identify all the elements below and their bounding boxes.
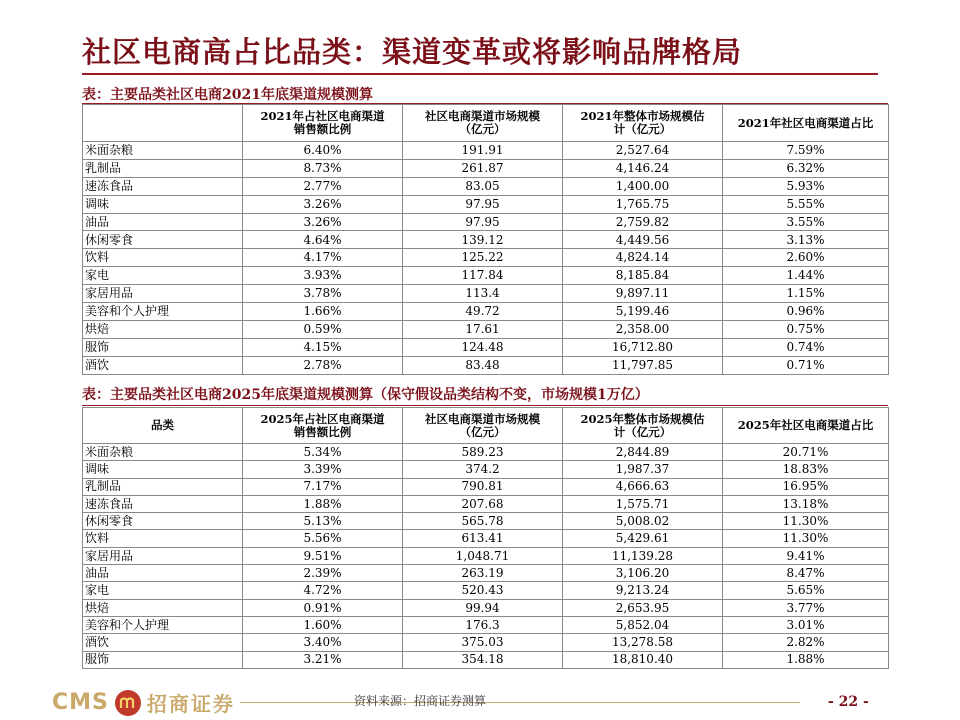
table1-header-line: 销售额比例 (293, 122, 352, 136)
table2-value-cell: 5.13% (243, 513, 403, 530)
table2-value-cell: 20.71% (723, 444, 889, 461)
table1-row (83, 213, 889, 231)
table1-category-cell: 米面杂粮 (83, 142, 243, 160)
table1-value-cell: 2.77% (243, 177, 403, 195)
table2-header-cell (563, 408, 723, 444)
table1-value-cell: 1,400.00 (563, 177, 723, 195)
table2-caption: 表：主要品类社区电商2025年底渠道规模测算（保守假设品类结构不变，市场规模1万亿） (82, 387, 649, 403)
table1-value-cell: 191.91 (403, 142, 563, 160)
table1 (82, 104, 889, 375)
table2-header-row (83, 408, 889, 444)
table2-value-cell: 18,810.40 (563, 651, 723, 668)
table1-value-cell: 125.22 (403, 249, 563, 267)
table1-value-cell: 6.32% (723, 159, 889, 177)
table1-value-cell: 124.48 (403, 338, 563, 356)
table2-value-cell: 790.81 (403, 478, 563, 495)
table2-value-cell: 8.47% (723, 565, 889, 582)
table2-value-cell: 5.65% (723, 582, 889, 599)
logo-emblem-glyph (119, 696, 137, 710)
table2-row (83, 634, 889, 651)
table2-row (83, 599, 889, 616)
table1-row (83, 195, 889, 213)
table1-value-cell: 1.15% (723, 285, 889, 303)
company-name: 招商证券 (146, 692, 235, 716)
table1-category-cell: 家电 (83, 267, 243, 285)
table2-row (83, 547, 889, 564)
table1-value-cell: 0.96% (723, 303, 889, 321)
table1-category-cell: 服饰 (83, 338, 243, 356)
table2-header-cell: 品类 (83, 408, 243, 444)
table1-value-cell: 49.72 (403, 303, 563, 321)
table2-value-cell: 565.78 (403, 513, 563, 530)
table1-value-cell: 117.84 (403, 267, 563, 285)
table2-row (83, 530, 889, 547)
table2-category-cell: 饮料 (83, 530, 243, 547)
footer-divider (240, 702, 800, 703)
table1-value-cell: 3.26% (243, 195, 403, 213)
table2-value-cell: 2.39% (243, 565, 403, 582)
table2-value-cell: 4,666.63 (563, 478, 723, 495)
title-divider (82, 73, 878, 75)
logo-emblem-icon (115, 690, 141, 716)
table2-header-line: （亿元） (459, 424, 506, 439)
table1-value-cell: 2.60% (723, 249, 889, 267)
table2-value-cell: 5.34% (243, 444, 403, 461)
table2-header-line: 2025年整体市场规模估 (580, 411, 705, 426)
logo-text: CMS (52, 690, 109, 715)
table1-value-cell: 8.73% (243, 159, 403, 177)
table1-value-cell: 97.95 (403, 213, 563, 231)
table1-header-row (83, 105, 889, 142)
table2 (82, 407, 889, 669)
table1-header-line: 社区电商渠道市场规模 (425, 109, 540, 123)
table1-row (83, 177, 889, 195)
table1-caption: 表：主要品类社区电商2021年底渠道规模测算 (82, 87, 373, 103)
table2-value-cell: 9,213.24 (563, 582, 723, 599)
table1-value-cell: 1.66% (243, 303, 403, 321)
table2-value-cell: 7.17% (243, 478, 403, 495)
table1-value-cell: 0.74% (723, 338, 889, 356)
table1-category-cell: 美容和个人护理 (83, 303, 243, 321)
table2-value-cell: 1,575.71 (563, 495, 723, 512)
table1-row (83, 249, 889, 267)
table1-value-cell: 3.78% (243, 285, 403, 303)
table1-category-cell: 休闲零食 (83, 231, 243, 249)
table2-row (83, 495, 889, 512)
table1-value-cell: 113.4 (403, 285, 563, 303)
table1-value-cell: 5.93% (723, 177, 889, 195)
table2-category-cell: 油品 (83, 565, 243, 582)
table2-row (83, 461, 889, 478)
table1-value-cell: 261.87 (403, 159, 563, 177)
table1-value-cell: 2,527.64 (563, 142, 723, 160)
table2-value-cell: 520.43 (403, 582, 563, 599)
table2-value-cell: 1,048.71 (403, 547, 563, 564)
table1-value-cell: 5,199.46 (563, 303, 723, 321)
table2-category-cell: 家居用品 (83, 547, 243, 564)
table2-header-line: 2025年占社区电商渠道 (260, 411, 385, 426)
table2-row (83, 444, 889, 461)
table1-header-cell (83, 105, 243, 142)
table1-category-cell: 酒饮 (83, 356, 243, 374)
table1-value-cell: 3.13% (723, 231, 889, 249)
table2-value-cell: 3.40% (243, 634, 403, 651)
table2-value-cell: 3.01% (723, 616, 889, 633)
table1-category-cell: 烘焙 (83, 320, 243, 338)
table1-row (83, 338, 889, 356)
table1-value-cell: 17.61 (403, 320, 563, 338)
table2-value-cell: 0.91% (243, 599, 403, 616)
table1-value-cell: 2.78% (243, 356, 403, 374)
table2-header-cell: 2025年社区电商渠道占比 (723, 408, 889, 444)
table2-value-cell: 1,987.37 (563, 461, 723, 478)
table2-row (83, 616, 889, 633)
table2-value-cell: 176.3 (403, 616, 563, 633)
table2-header-line: 社区电商渠道市场规模 (425, 411, 540, 426)
table2-value-cell: 11.30% (723, 530, 889, 547)
table2-value-cell: 613.41 (403, 530, 563, 547)
table2-row (83, 478, 889, 495)
table1-header-line: 2021年整体市场规模估 (580, 109, 705, 123)
table2-value-cell: 5.56% (243, 530, 403, 547)
table1-value-cell: 6.40% (243, 142, 403, 160)
table2-category-cell: 家电 (83, 582, 243, 599)
table2-value-cell: 9.41% (723, 547, 889, 564)
table2-value-cell: 2.82% (723, 634, 889, 651)
table1-value-cell: 83.05 (403, 177, 563, 195)
table2-value-cell: 18.83% (723, 461, 889, 478)
table2-value-cell: 375.03 (403, 634, 563, 651)
table1-value-cell: 0.71% (723, 356, 889, 374)
table1-value-cell: 4,824.14 (563, 249, 723, 267)
table2-row (83, 651, 889, 668)
table1-value-cell: 0.75% (723, 320, 889, 338)
table2-value-cell: 13.18% (723, 495, 889, 512)
table1-value-cell: 2,358.00 (563, 320, 723, 338)
table1-category-cell: 饮料 (83, 249, 243, 267)
table2-value-cell: 2,844.89 (563, 444, 723, 461)
table1-value-cell: 16,712.80 (563, 338, 723, 356)
table1-header-line: 计（亿元） (613, 122, 672, 136)
table2-value-cell: 11.30% (723, 513, 889, 530)
table1-value-cell: 0.59% (243, 320, 403, 338)
table1-row (83, 303, 889, 321)
table2-value-cell: 207.68 (403, 495, 563, 512)
table2-category-cell: 酒饮 (83, 634, 243, 651)
table1-category-cell: 乳制品 (83, 159, 243, 177)
table1-value-cell: 9,897.11 (563, 285, 723, 303)
table2-category-cell: 乳制品 (83, 478, 243, 495)
table1-value-cell: 4.64% (243, 231, 403, 249)
table1-value-cell: 1.44% (723, 267, 889, 285)
table2-value-cell: 5,429.61 (563, 530, 723, 547)
table1-value-cell: 3.26% (243, 213, 403, 231)
table1-value-cell: 11,797.85 (563, 356, 723, 374)
table2-value-cell: 5,008.02 (563, 513, 723, 530)
table2-category-cell: 服饰 (83, 651, 243, 668)
table1-value-cell: 5.55% (723, 195, 889, 213)
table2-header-cell (403, 408, 563, 444)
table2-value-cell: 3.77% (723, 599, 889, 616)
table1-header-cell (403, 105, 563, 142)
table1-category-cell: 调味 (83, 195, 243, 213)
table2-header-cell (243, 408, 403, 444)
table1-category-cell: 速冻食品 (83, 177, 243, 195)
page-title: 社区电商高占比品类：渠道变革或将影响品牌格局 (82, 35, 743, 69)
table1-row (83, 159, 889, 177)
table2-category-cell: 米面杂粮 (83, 444, 243, 461)
table2-category-cell: 调味 (83, 461, 243, 478)
table1-row (83, 320, 889, 338)
table1-header-line: 2021年占社区电商渠道 (260, 109, 385, 123)
table2-category-cell: 美容和个人护理 (83, 616, 243, 633)
table1-value-cell: 3.93% (243, 267, 403, 285)
source-note: 资料来源：招商证券测算 (354, 694, 487, 708)
table2-value-cell: 3.39% (243, 461, 403, 478)
table2-value-cell: 1.88% (243, 495, 403, 512)
table2-value-cell: 3,106.20 (563, 565, 723, 582)
table1-value-cell: 1,765.75 (563, 195, 723, 213)
table2-category-cell: 烘焙 (83, 599, 243, 616)
table2-value-cell: 9.51% (243, 547, 403, 564)
table2-row (83, 565, 889, 582)
page-number: - 22 - (828, 694, 869, 710)
table1-value-cell: 3.55% (723, 213, 889, 231)
table1-header-cell (243, 105, 403, 142)
table2-value-cell: 4.72% (243, 582, 403, 599)
table2-category-cell: 休闲零食 (83, 513, 243, 530)
table1-row (83, 142, 889, 160)
table2-value-cell: 11,139.28 (563, 547, 723, 564)
table2-value-cell: 589.23 (403, 444, 563, 461)
table2-value-cell: 354.18 (403, 651, 563, 668)
table2-value-cell: 16.95% (723, 478, 889, 495)
table1-value-cell: 4.17% (243, 249, 403, 267)
table1-value-cell: 139.12 (403, 231, 563, 249)
table1-value-cell: 4,146.24 (563, 159, 723, 177)
table2-row (83, 513, 889, 530)
table1-value-cell: 8,185.84 (563, 267, 723, 285)
table1-header-cell (563, 105, 723, 142)
table1-category-cell: 油品 (83, 213, 243, 231)
company-logo (52, 688, 235, 717)
table2-value-cell: 2,653.95 (563, 599, 723, 616)
table1-value-cell: 2,759.82 (563, 213, 723, 231)
table1-header-cell: 2021年社区电商渠道占比 (723, 105, 889, 142)
table2-caption-rule (82, 405, 888, 406)
table2-row (83, 582, 889, 599)
table1-value-cell: 97.95 (403, 195, 563, 213)
table1-row (83, 231, 889, 249)
table2-value-cell: 263.19 (403, 565, 563, 582)
table2-value-cell: 1.60% (243, 616, 403, 633)
table1-header-line: （亿元） (459, 122, 506, 136)
table2-header-line: 计（亿元） (613, 424, 672, 439)
table1-row (83, 285, 889, 303)
table2-value-cell: 13,278.58 (563, 634, 723, 651)
table1-value-cell: 4,449.56 (563, 231, 723, 249)
table1-category-cell: 家居用品 (83, 285, 243, 303)
table1-value-cell: 7.59% (723, 142, 889, 160)
table2-header-line: 销售额比例 (293, 424, 352, 439)
table1-value-cell: 4.15% (243, 338, 403, 356)
table2-value-cell: 3.21% (243, 651, 403, 668)
table1-row (83, 267, 889, 285)
table1-row (83, 356, 889, 374)
table2-value-cell: 374.2 (403, 461, 563, 478)
table2-category-cell: 速冻食品 (83, 495, 243, 512)
table2-value-cell: 1.88% (723, 651, 889, 668)
table2-value-cell: 5,852.04 (563, 616, 723, 633)
table1-value-cell: 83.48 (403, 356, 563, 374)
table2-value-cell: 99.94 (403, 599, 563, 616)
